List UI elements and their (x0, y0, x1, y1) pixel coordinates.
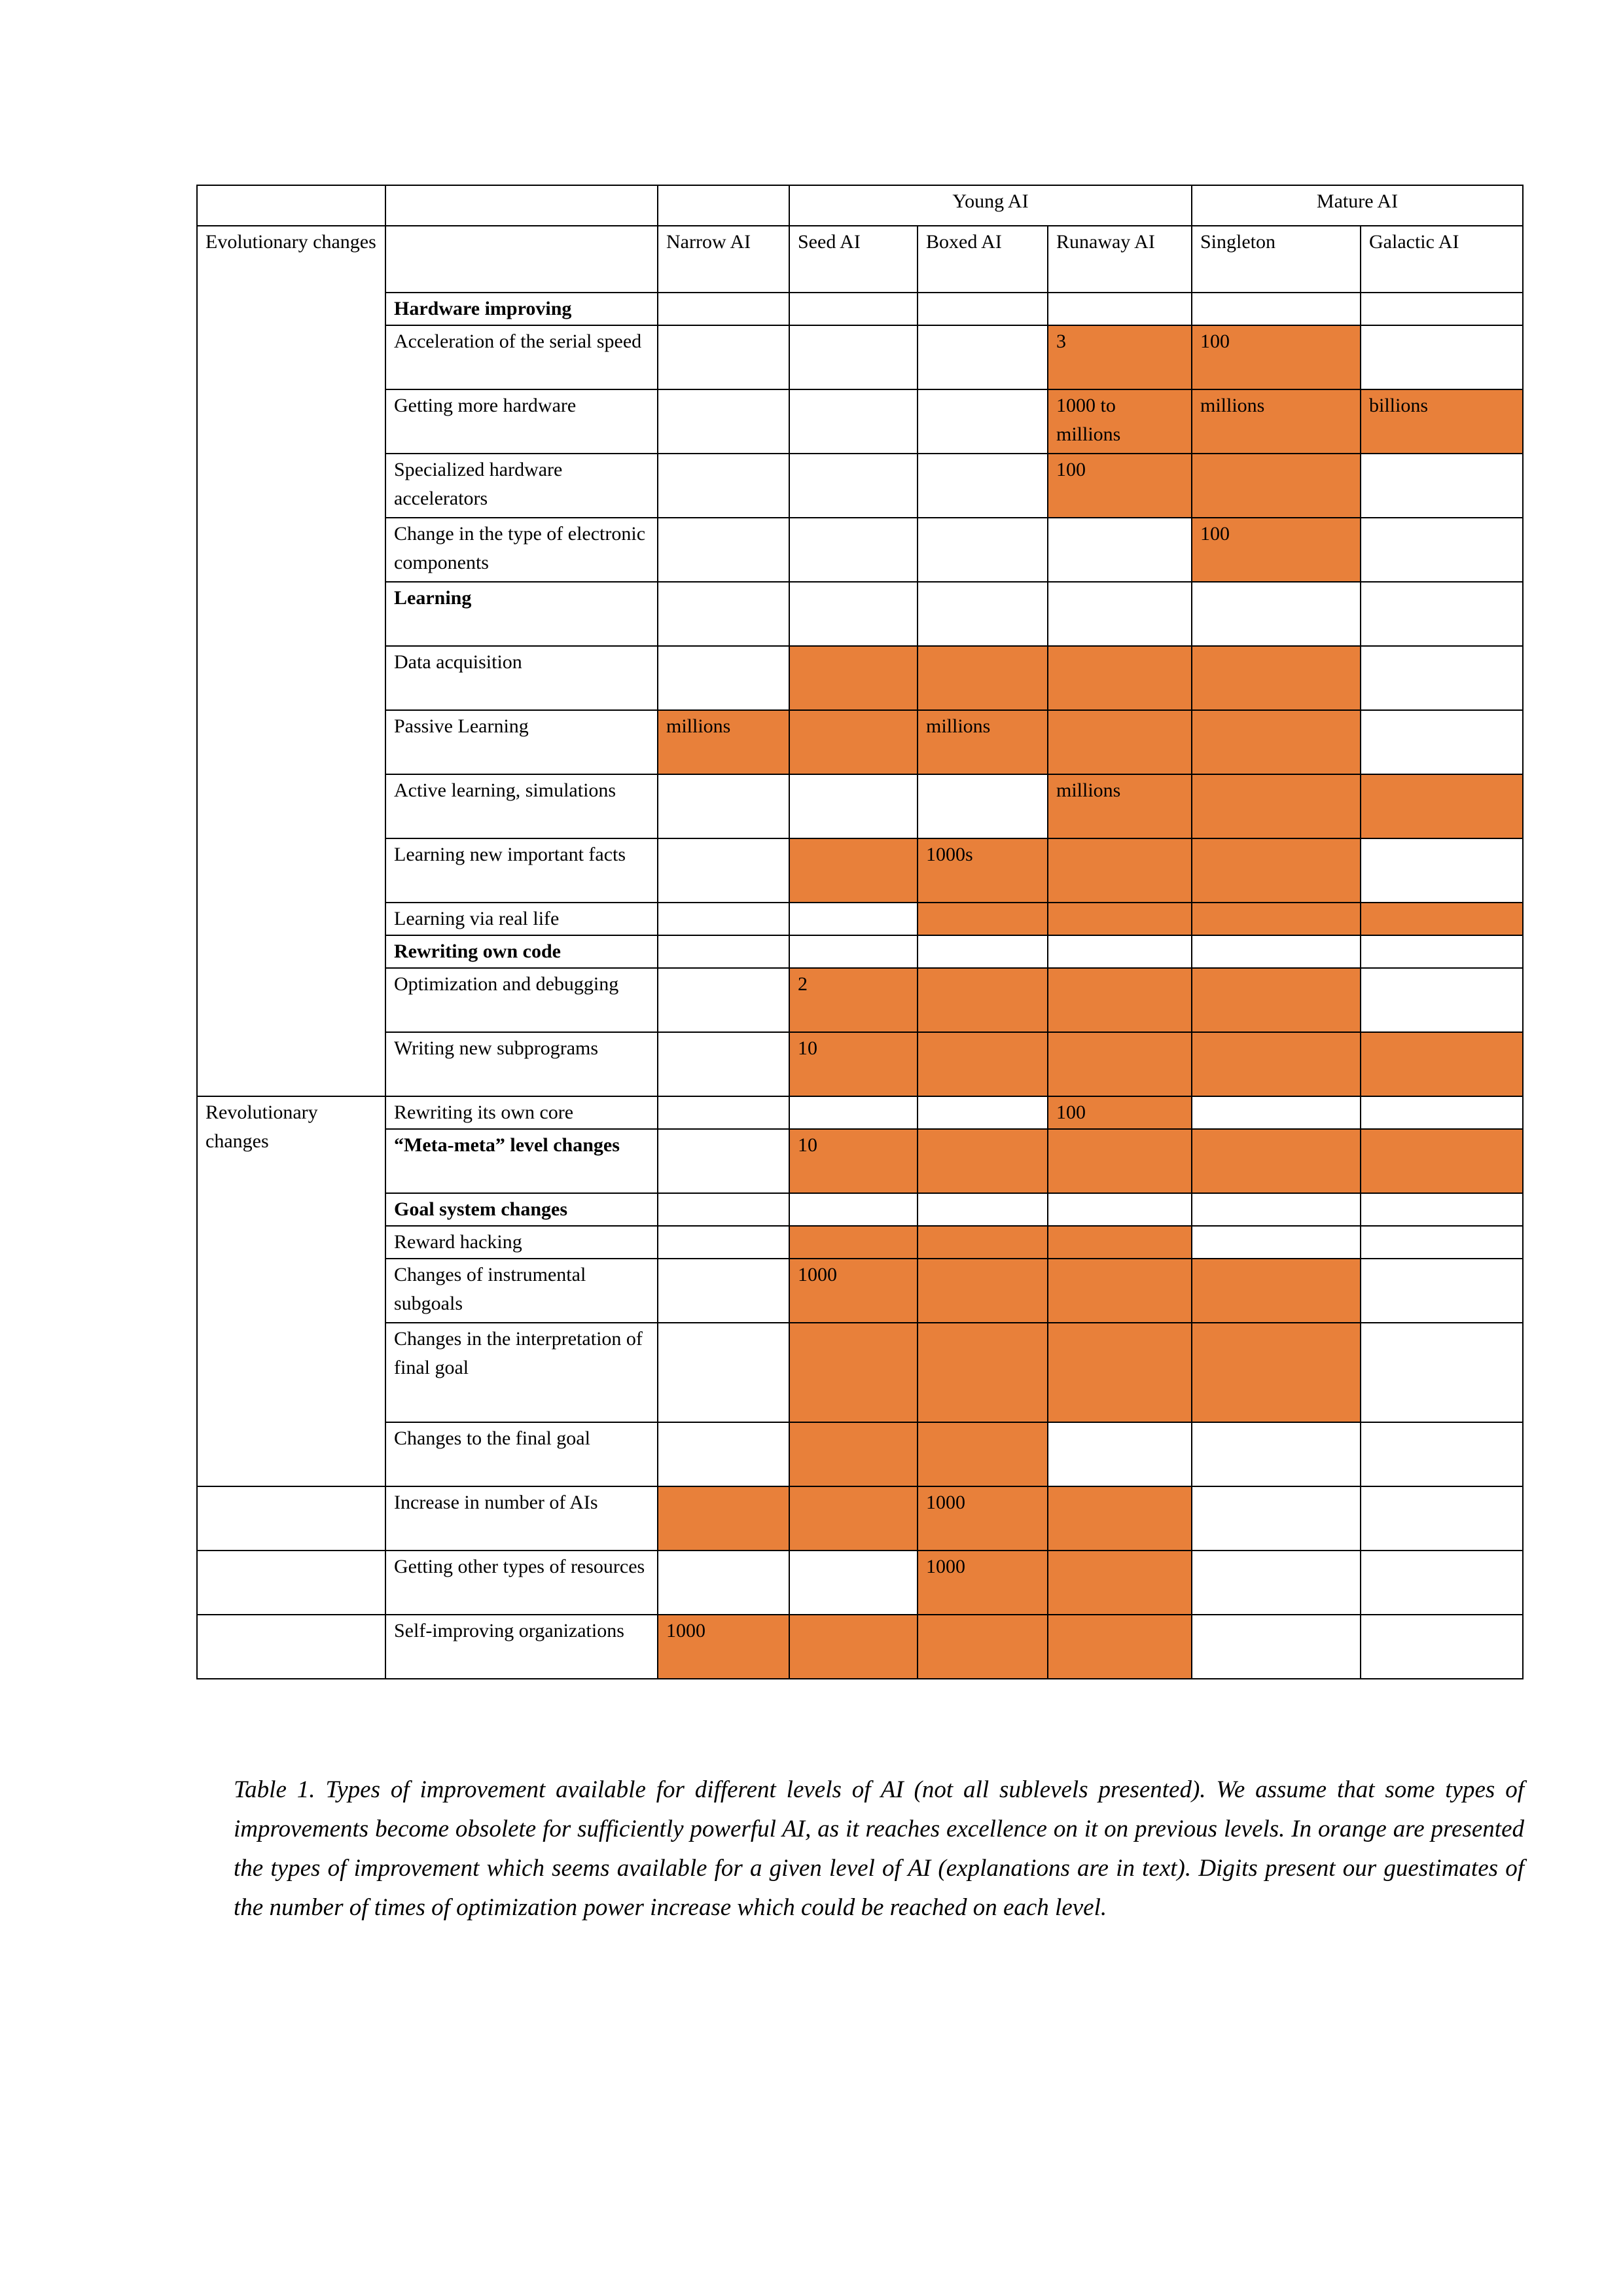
data-cell (789, 710, 918, 774)
row-label: Acceleration of the serial speed (385, 325, 658, 389)
data-cell (1361, 710, 1523, 774)
row-label: Optimization and debugging (385, 968, 658, 1032)
data-cell (789, 774, 918, 838)
table-row (197, 325, 1523, 389)
data-cell: billions (1361, 389, 1523, 454)
corner-cell (385, 226, 658, 293)
col-header-narrow-ai: Narrow AI (658, 226, 789, 293)
data-cell (1048, 1193, 1192, 1226)
data-cell (1192, 1486, 1361, 1551)
data-cell: millions (1048, 774, 1192, 838)
row-label: Learning (385, 582, 658, 646)
row-label: Data acquisition (385, 646, 658, 710)
data-cell (1361, 838, 1523, 903)
data-cell (1192, 968, 1361, 1032)
data-cell (789, 1551, 918, 1615)
table-row (197, 838, 1523, 903)
data-cell (789, 935, 918, 968)
data-cell (1048, 935, 1192, 968)
data-cell (1048, 1323, 1192, 1422)
table-caption: Table 1. Types of improvement available for different levels of AI (not all sublevels presented). We assume that some types of improvements become obsolete for sufficiently powerful AI, as it reaches excellence on it on previous levels. In orange are presented the types of improvement which seems available for a given level of AI (explanations are in text). Digits present our guestimates of the number of times of optimization power increase which could be reached on each level. (234, 1776, 1524, 1921)
data-cell (1192, 1323, 1361, 1422)
corner-cell (385, 185, 658, 226)
table-row (197, 710, 1523, 774)
data-cell (658, 1032, 789, 1096)
row-label: Changes in the interpretation of final goal (385, 1323, 658, 1422)
row-label: Goal system changes (385, 1193, 658, 1226)
data-cell (1361, 935, 1523, 968)
table-row (197, 1129, 1523, 1193)
header-group-row (197, 185, 1523, 226)
data-cell (1361, 903, 1523, 935)
data-cell (1361, 454, 1523, 518)
data-cell (1361, 293, 1523, 325)
data-cell (1192, 1226, 1361, 1259)
row-label: Rewriting own code (385, 935, 658, 968)
data-cell (918, 1032, 1048, 1096)
data-cell (918, 1323, 1048, 1422)
data-cell (918, 646, 1048, 710)
data-cell: 100 (1048, 1096, 1192, 1129)
table-row (197, 1032, 1523, 1096)
data-cell (1048, 1032, 1192, 1096)
row-label: Increase in number of AIs (385, 1486, 658, 1551)
data-cell (789, 646, 918, 710)
row-label: Writing new subprograms (385, 1032, 658, 1096)
data-cell: 100 (1192, 518, 1361, 582)
data-cell (1192, 1032, 1361, 1096)
data-cell (789, 1193, 918, 1226)
data-cell (1048, 518, 1192, 582)
data-cell (1361, 582, 1523, 646)
data-cell (1192, 582, 1361, 646)
improvement-table (196, 185, 1524, 1679)
header-column-row (197, 226, 1523, 293)
table-row (197, 1486, 1523, 1551)
col-header-boxed-ai: Boxed AI (918, 226, 1048, 293)
data-cell (1192, 1422, 1361, 1486)
table-row (197, 1193, 1523, 1226)
data-cell (918, 582, 1048, 646)
data-cell (1048, 1486, 1192, 1551)
data-cell: millions (658, 710, 789, 774)
data-cell (789, 1422, 918, 1486)
data-cell (1361, 325, 1523, 389)
table-row (197, 518, 1523, 582)
data-cell: 1000s (918, 838, 1048, 903)
data-cell (1361, 1615, 1523, 1679)
data-cell (658, 1129, 789, 1193)
data-cell (789, 1226, 918, 1259)
row-label: Passive Learning (385, 710, 658, 774)
data-cell (1192, 1129, 1361, 1193)
corner-cell (658, 185, 789, 226)
data-cell: 100 (1192, 325, 1361, 389)
data-cell (918, 1615, 1048, 1679)
data-cell: millions (918, 710, 1048, 774)
data-cell (1361, 1226, 1523, 1259)
data-cell: 3 (1048, 325, 1192, 389)
table-row (197, 293, 1523, 325)
data-cell: 1000 (918, 1551, 1048, 1615)
data-cell (1361, 1193, 1523, 1226)
row-group-empty (197, 1486, 385, 1551)
data-cell (1361, 1096, 1523, 1129)
row-group-revolutionary: Revolutionary changes (197, 1096, 385, 1486)
data-cell (789, 518, 918, 582)
table-row (197, 1422, 1523, 1486)
data-cell (1192, 710, 1361, 774)
data-cell (658, 1259, 789, 1323)
group-header-young: Young AI (789, 185, 1192, 226)
data-cell (658, 325, 789, 389)
row-label: “Meta-meta” level changes (385, 1129, 658, 1193)
data-cell (789, 903, 918, 935)
table-row (197, 1259, 1523, 1323)
data-cell (1361, 1422, 1523, 1486)
data-cell: 100 (1048, 454, 1192, 518)
row-label: Changes to the final goal (385, 1422, 658, 1486)
data-cell (1192, 293, 1361, 325)
table-row (197, 646, 1523, 710)
row-label: Learning via real life (385, 903, 658, 935)
data-cell (918, 454, 1048, 518)
data-cell: 1000 (658, 1615, 789, 1679)
data-cell (918, 325, 1048, 389)
data-cell (658, 1226, 789, 1259)
data-cell (658, 1323, 789, 1422)
data-cell (1048, 838, 1192, 903)
corner-cell (197, 185, 385, 226)
table-row (197, 454, 1523, 518)
data-cell (1361, 1323, 1523, 1422)
data-cell (1361, 1032, 1523, 1096)
data-cell (1192, 1615, 1361, 1679)
data-cell (658, 1422, 789, 1486)
row-label: Learning new important facts (385, 838, 658, 903)
data-cell (1048, 968, 1192, 1032)
table-row (197, 1551, 1523, 1615)
data-cell (658, 518, 789, 582)
data-cell (918, 518, 1048, 582)
data-cell (658, 389, 789, 454)
data-cell (1048, 646, 1192, 710)
data-cell (1361, 1486, 1523, 1551)
data-cell (918, 389, 1048, 454)
data-cell (658, 935, 789, 968)
data-cell (789, 1096, 918, 1129)
data-cell: 1000 (918, 1486, 1048, 1551)
row-label: Active learning, simulations (385, 774, 658, 838)
data-cell (918, 1226, 1048, 1259)
col-header-singleton: Singleton (1192, 226, 1361, 293)
data-cell (918, 1422, 1048, 1486)
data-cell (918, 293, 1048, 325)
data-cell (789, 325, 918, 389)
row-label: Getting other types of resources (385, 1551, 658, 1615)
data-cell (1192, 838, 1361, 903)
col-header-runaway-ai: Runaway AI (1048, 226, 1192, 293)
col-header-seed-ai: Seed AI (789, 226, 918, 293)
data-cell (658, 968, 789, 1032)
data-cell (918, 1259, 1048, 1323)
data-cell (658, 1486, 789, 1551)
data-cell (1192, 903, 1361, 935)
table-row (197, 1096, 1523, 1129)
data-cell (918, 774, 1048, 838)
row-label: Reward hacking (385, 1226, 658, 1259)
data-cell (1048, 903, 1192, 935)
data-cell: 1000 (789, 1259, 918, 1323)
row-label: Self-improving organizations (385, 1615, 658, 1679)
table-row (197, 968, 1523, 1032)
table-row (197, 1323, 1523, 1422)
data-cell (658, 582, 789, 646)
data-cell (1192, 774, 1361, 838)
data-cell: 1000 to millions (1048, 389, 1192, 454)
data-cell (1361, 1551, 1523, 1615)
data-cell (1048, 1551, 1192, 1615)
data-cell (1192, 935, 1361, 968)
data-cell (918, 1096, 1048, 1129)
data-cell (1048, 1422, 1192, 1486)
data-cell (1361, 1129, 1523, 1193)
data-cell (1048, 1615, 1192, 1679)
data-cell (789, 582, 918, 646)
data-cell (658, 1193, 789, 1226)
row-label: Getting more hardware (385, 389, 658, 454)
row-group-evolutionary: Evolutionary changes (197, 226, 385, 1096)
row-group-empty (197, 1615, 385, 1679)
data-cell (1192, 646, 1361, 710)
data-cell (1361, 968, 1523, 1032)
data-cell (789, 1486, 918, 1551)
data-cell (789, 1615, 918, 1679)
data-cell (1361, 646, 1523, 710)
table-row (197, 903, 1523, 935)
data-cell (1192, 1193, 1361, 1226)
table-row (197, 582, 1523, 646)
data-cell (789, 293, 918, 325)
group-header-mature: Mature AI (1192, 185, 1523, 226)
data-cell (658, 293, 789, 325)
data-cell (1192, 454, 1361, 518)
data-cell (1192, 1551, 1361, 1615)
table-row (197, 389, 1523, 454)
data-cell (1048, 1129, 1192, 1193)
data-cell (1361, 774, 1523, 838)
data-cell (658, 774, 789, 838)
table-row (197, 935, 1523, 968)
data-cell (658, 1096, 789, 1129)
data-cell (918, 1129, 1048, 1193)
table-row (197, 774, 1523, 838)
data-cell (658, 1551, 789, 1615)
data-cell: millions (1192, 389, 1361, 454)
data-cell (789, 389, 918, 454)
data-cell (1361, 518, 1523, 582)
data-cell: 10 (789, 1129, 918, 1193)
data-cell (918, 935, 1048, 968)
data-cell: 10 (789, 1032, 918, 1096)
data-cell (1361, 1259, 1523, 1323)
data-cell: 2 (789, 968, 918, 1032)
row-label: Rewriting its own core (385, 1096, 658, 1129)
data-cell (1048, 1259, 1192, 1323)
data-cell (918, 903, 1048, 935)
data-cell (658, 646, 789, 710)
data-cell (789, 1323, 918, 1422)
table-row (197, 1615, 1523, 1679)
table-row (197, 1226, 1523, 1259)
row-label: Changes of instrumental subgoals (385, 1259, 658, 1323)
data-cell (1048, 293, 1192, 325)
data-cell (789, 454, 918, 518)
data-cell (1048, 1226, 1192, 1259)
row-label: Hardware improving (385, 293, 658, 325)
data-cell (1048, 710, 1192, 774)
row-group-empty (197, 1551, 385, 1615)
data-cell (1192, 1259, 1361, 1323)
data-cell (1048, 582, 1192, 646)
col-header-galactic-ai: Galactic AI (1361, 226, 1523, 293)
row-label: Specialized hardware accelerators (385, 454, 658, 518)
data-cell (1192, 1096, 1361, 1129)
data-cell (658, 903, 789, 935)
row-label: Change in the type of electronic components (385, 518, 658, 582)
data-cell (918, 968, 1048, 1032)
data-cell (658, 454, 789, 518)
data-cell (658, 838, 789, 903)
data-cell (918, 1193, 1048, 1226)
data-cell (789, 838, 918, 903)
